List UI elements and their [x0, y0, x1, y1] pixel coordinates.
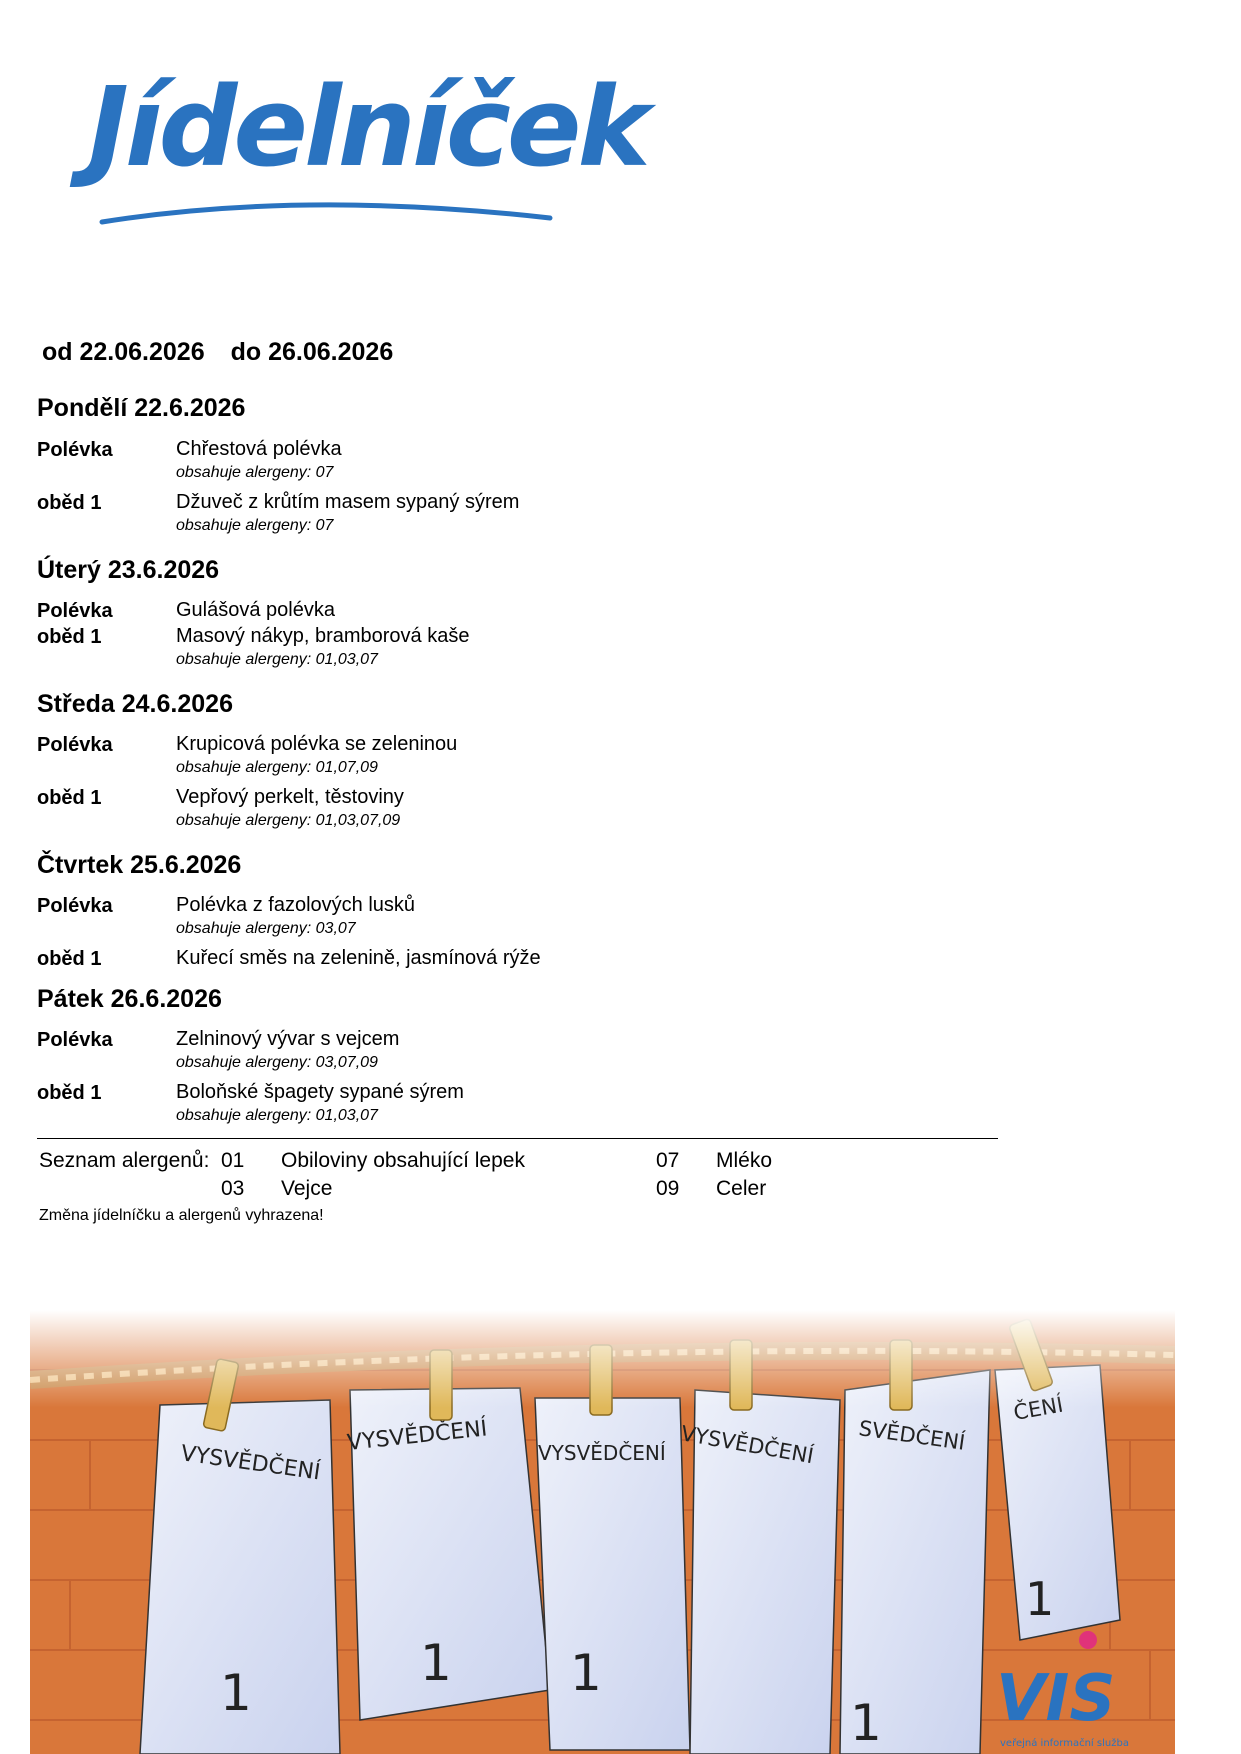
- main-dish: Kuřecí směs na zelenině, jasmínová rýže: [176, 947, 541, 969]
- period-to: do 26.06.2026: [230, 338, 394, 366]
- legend-name: Mléko: [716, 1149, 773, 1172]
- main-dish: Vepřový perkelt, těstoviny: [176, 786, 404, 808]
- soup-dish: Polévka z fazolových lusků: [176, 894, 416, 916]
- soup-label: Polévka: [37, 600, 113, 622]
- logo-swoosh: [82, 192, 562, 232]
- menu-period: [42, 338, 419, 367]
- soup-allergens: obsahuje alergeny: 03,07,09: [176, 1054, 378, 1071]
- soup-dish: Zelninový vývar s vejcem: [176, 1028, 400, 1050]
- main-label: oběd 1: [37, 1082, 102, 1104]
- disclaimer-note: Změna jídelníčku a alergenů vyhrazena!: [39, 1207, 324, 1224]
- main-allergens: obsahuje alergeny: 01,03,07,09: [176, 812, 401, 829]
- soup-allergens: obsahuje alergeny: 03,07: [176, 920, 356, 937]
- vis-logo-dot: [1079, 1631, 1097, 1649]
- menu-logo: [82, 63, 647, 242]
- main-label: oběd 1: [37, 948, 102, 970]
- main-label: oběd 1: [37, 492, 102, 514]
- soup-label: Polévka: [37, 1029, 113, 1051]
- vis-logo-text: VIS: [996, 1662, 1116, 1736]
- soup-dish: Chřestová polévka: [176, 438, 342, 460]
- soup-dish: Krupicová polévka se zeleninou: [176, 733, 458, 755]
- legend-divider: [37, 1138, 998, 1139]
- main-dish: Boloňské špagety sypané sýrem: [176, 1081, 464, 1103]
- soup-allergens: obsahuje alergeny: 01,07,09: [176, 759, 378, 776]
- day-title-tuesday: Úterý 23.6.2026: [37, 556, 220, 584]
- period-from: od 22.06.2026: [42, 338, 205, 366]
- legend-name: Obiloviny obsahující lepek: [281, 1149, 525, 1172]
- legend-code: 01: [221, 1149, 245, 1172]
- soup-label: Polévka: [37, 439, 113, 461]
- main-label: oběd 1: [37, 626, 102, 648]
- soup-allergens: obsahuje alergeny: 07: [176, 464, 334, 481]
- page-title: Jídelníček: [88, 63, 647, 191]
- legend-name: Celer: [716, 1177, 767, 1200]
- legend-code: 03: [221, 1177, 245, 1200]
- day-title-wednesday: Středa 24.6.2026: [37, 690, 233, 718]
- main-allergens: obsahuje alergeny: 07: [176, 517, 334, 534]
- report-cards-illustration: [30, 1310, 1175, 1754]
- main-allergens: obsahuje alergeny: 01,03,07: [176, 651, 378, 668]
- legend-code: 09: [656, 1177, 680, 1200]
- soup-dish: Gulášová polévka: [176, 599, 335, 621]
- main-allergens: obsahuje alergeny: 01,03,07: [176, 1107, 378, 1124]
- soup-label: Polévka: [37, 734, 113, 756]
- main-dish: Džuveč z krůtím masem sypaný sýrem: [176, 491, 520, 513]
- soup-label: Polévka: [37, 895, 113, 917]
- legend-label: Seznam alergenů:: [39, 1149, 210, 1172]
- main-label: oběd 1: [37, 787, 102, 809]
- day-title-thursday: Čtvrtek 25.6.2026: [37, 851, 242, 879]
- vis-logo-caption: veřejná informační služba: [1000, 1738, 1129, 1749]
- legend-name: Vejce: [281, 1177, 333, 1200]
- day-title-monday: Pondělí 22.6.2026: [37, 394, 246, 422]
- main-dish: Masový nákyp, bramborová kaše: [176, 625, 470, 647]
- day-title-friday: Pátek 26.6.2026: [37, 985, 222, 1013]
- legend-code: 07: [656, 1149, 680, 1172]
